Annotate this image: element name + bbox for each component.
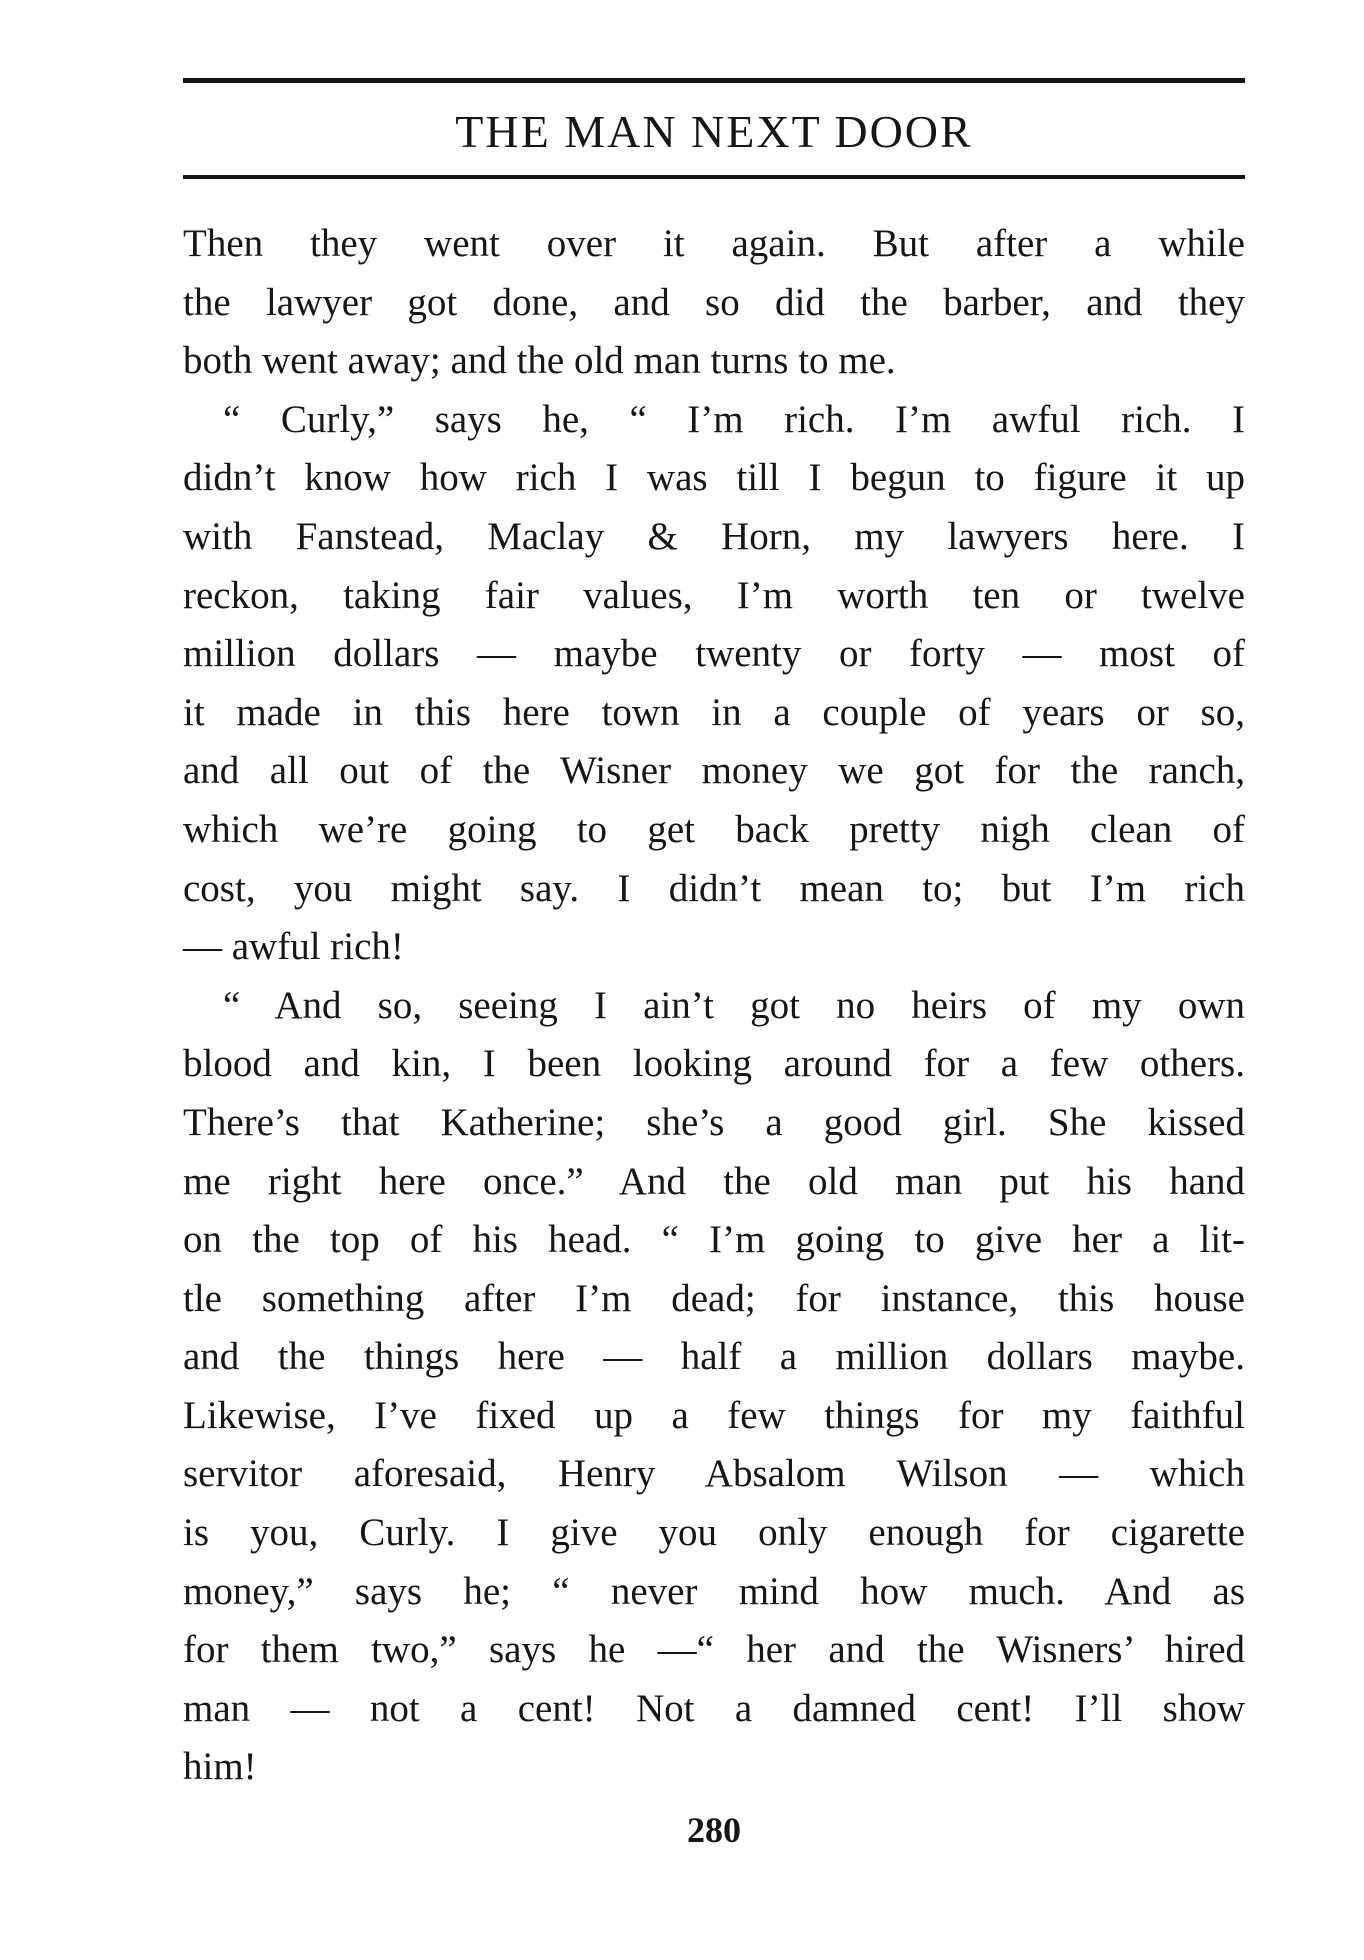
running-head: THE MAN NEXT DOOR <box>455 106 973 157</box>
text-line: — awful rich! <box>183 925 404 969</box>
text-line: blood and kin, I been looking around for a few others. <box>183 1042 1245 1086</box>
text-line: it made in this here town in a couple of years or so, <box>183 690 1245 734</box>
book-page <box>183 78 1245 1851</box>
text-line: “ And so, seeing I ain’t got no heirs of my own <box>223 983 1245 1027</box>
text-line: man — not a cent! Not a damned cent! I’ll show <box>183 1686 1245 1730</box>
text-line: “ Curly,” says he, “ I’m rich. I’m awful rich. I <box>223 397 1245 441</box>
text-line: Then they went over it again. But after a while <box>183 222 1245 265</box>
text-line: cost, you might say. I didn’t mean to; but I’m rich <box>183 866 1245 910</box>
text-line: didn’t know how rich I was till I begun to figure it up <box>183 456 1245 500</box>
text-line: me right here once.” And the old man put his hand <box>183 1159 1245 1203</box>
text-line: both went away; and the old man turns to me. <box>183 339 896 383</box>
text-line: million dollars — maybe twenty or forty — most of <box>183 632 1245 676</box>
header-bottom-rule <box>183 175 1245 179</box>
text-line: money,” says he; “ never mind how much. And as <box>183 1569 1245 1613</box>
text-line: tle something after I’m dead; for instance, this house <box>183 1276 1245 1320</box>
text-line: for them two,” says he —“ her and the Wisners’ hired <box>183 1628 1245 1672</box>
text-line: servitor aforesaid, Henry Absalom Wilson — which <box>183 1452 1245 1496</box>
text-line: Likewise, I’ve fixed up a few things for my faithful <box>183 1393 1245 1437</box>
text-line: the lawyer got done, and so did the barber, and they <box>183 280 1245 324</box>
page-body <box>183 215 1245 1797</box>
paragraph <box>183 977 1245 1797</box>
text-line: and all out of the Wisner money we got for the ranch, <box>183 749 1245 793</box>
paragraph <box>183 215 1245 391</box>
header-top-rule <box>183 78 1245 83</box>
text-line: on the top of his head. “ I’m going to give her a lit- <box>183 1218 1245 1262</box>
text-line: with Fanstead, Maclay & Horn, my lawyers here. I <box>183 514 1245 558</box>
text-line: reckon, taking fair values, I’m worth ten or twelve <box>183 573 1245 617</box>
page-number: 280 <box>687 1810 741 1851</box>
text-line: There’s that Katherine; she’s a good girl. She kissed <box>183 1100 1245 1144</box>
paragraph <box>183 391 1245 977</box>
text-line: which we’re going to get back pretty nigh clean of <box>183 807 1245 851</box>
text-line: is you, Curly. I give you only enough for cigarette <box>183 1511 1245 1555</box>
text-line: him! <box>183 1745 257 1789</box>
text-line: and the things here — half a million dollars maybe. <box>183 1335 1245 1379</box>
